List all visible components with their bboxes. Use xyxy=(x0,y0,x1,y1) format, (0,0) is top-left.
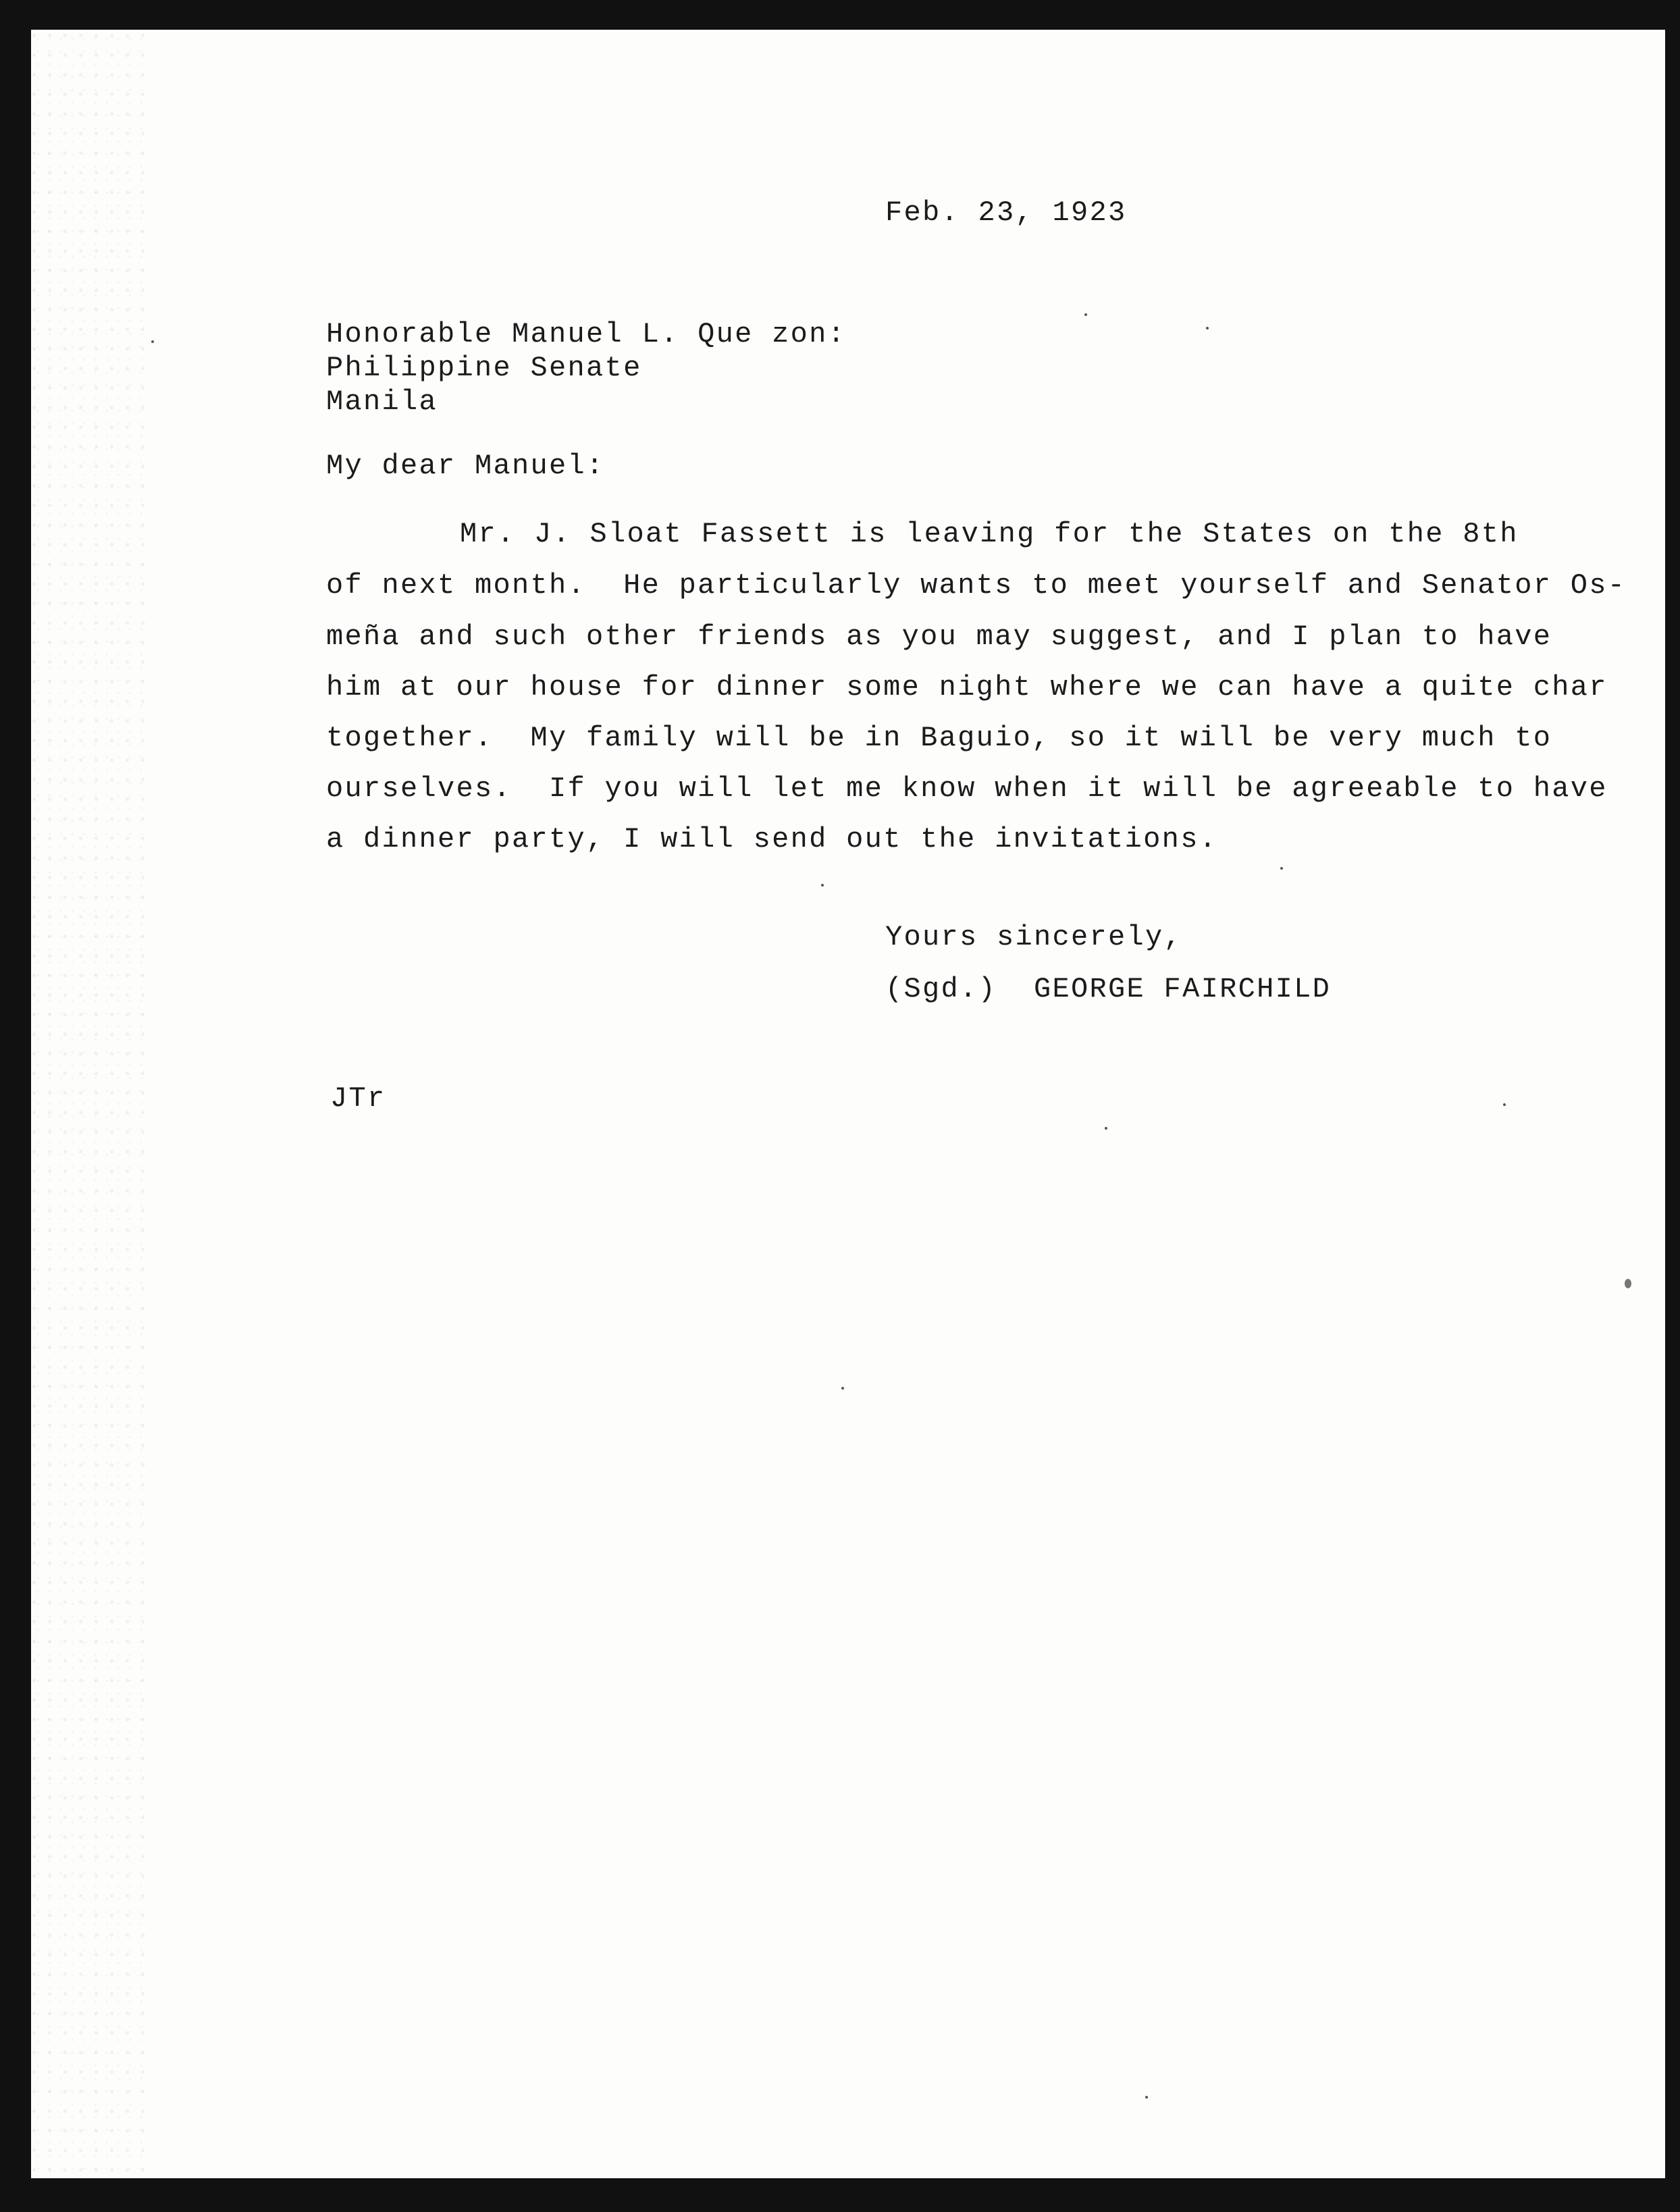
salutation: My dear Manuel: xyxy=(326,450,605,482)
paper-speck xyxy=(821,884,824,887)
paper-speck xyxy=(1280,867,1283,870)
paper-speck xyxy=(151,340,154,343)
paper-speck xyxy=(1503,1103,1506,1106)
body-line: Mr. J. Sloat Fassett is leaving for the States on the 8th xyxy=(460,518,1519,550)
paper-speck xyxy=(1625,1279,1631,1288)
body-line: meña and such other friends as you may suggest, and I plan to have xyxy=(326,621,1552,653)
typist-initials: JTr xyxy=(330,1082,386,1115)
paper-speck xyxy=(1206,327,1209,330)
paper-speck xyxy=(1145,2096,1148,2099)
recipient-organization: Philippine Senate xyxy=(326,352,642,384)
body-line: of next month. He particularly wants to meet yourself and Senator Os- xyxy=(326,569,1627,602)
body-line: a dinner party, I will send out the invitations. xyxy=(326,823,1218,855)
body-line: together. My family will be in Baguio, so it will be very much to xyxy=(326,722,1552,754)
signature-line: (Sgd.) GEORGE FAIRCHILD xyxy=(885,973,1332,1005)
paper-texture xyxy=(31,30,146,2178)
paper-speck xyxy=(1084,313,1087,316)
letter-date: Feb. 23, 1923 xyxy=(885,196,1127,229)
recipient-city: Manila xyxy=(326,386,438,418)
paper-speck xyxy=(1105,1127,1107,1130)
closing: Yours sincerely, xyxy=(885,921,1183,953)
letter-page xyxy=(31,30,1665,2178)
body-line: him at our house for dinner some night where we can have a quite char xyxy=(326,671,1608,704)
recipient-name: Honorable Manuel L. Que zon: xyxy=(326,318,847,350)
body-line: ourselves. If you will let me know when it will be agreeable to have xyxy=(326,772,1608,805)
paper-speck xyxy=(841,1387,844,1390)
